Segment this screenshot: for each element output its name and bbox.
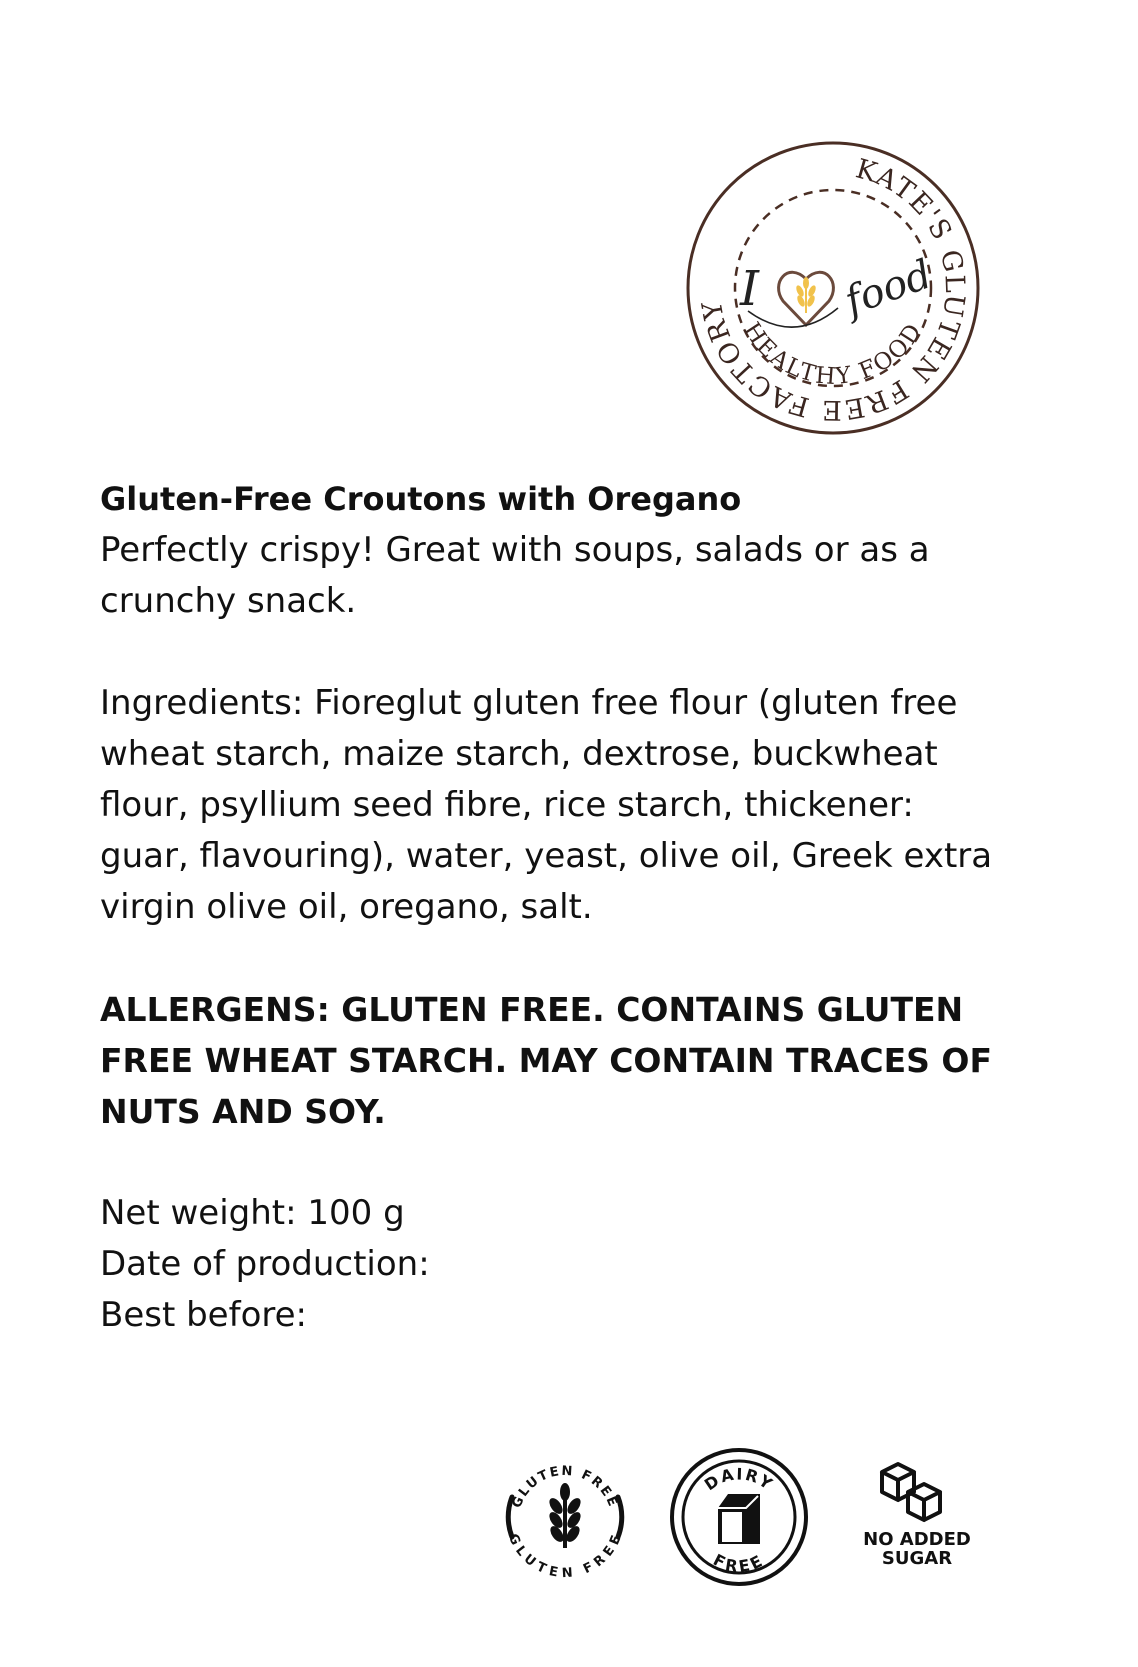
dairy-free-badge [668, 1446, 810, 1588]
gluten-free-top-text: GLUTEN FREE [509, 1463, 621, 1511]
ingredients-line: Ingredients: Fioreglut gluten free flour (gluten free [100, 683, 958, 723]
no-added-sugar-line2: SUGAR [881, 1548, 953, 1569]
seal-ring-text-top: KATE'S GLUTEN FREE FACTORY [696, 153, 971, 426]
seal-ring-text-bottom: HEALTHY FOOD [738, 317, 928, 391]
ingredients-line: guar, flavouring), water, yeast, olive oil, Greek extra [100, 836, 993, 876]
allergens-line: FREE WHEAT STARCH. MAY CONTAIN TRACES OF [100, 1041, 993, 1080]
description-line: crunchy snack. [100, 581, 357, 621]
ingredients-line: virgin olive oil, oregano, salt. [100, 887, 593, 927]
ingredients-block [100, 678, 1060, 933]
allergens-line: ALLERGENS: GLUTEN FREE. CONTAINS GLUTEN [100, 990, 964, 1029]
net-weight: Net weight: 100 g [100, 1193, 405, 1233]
product-description [100, 525, 1060, 627]
ingredients-line: wheat starch, maize starch, dextrose, buckwheat [100, 734, 938, 774]
gluten-free-badge [500, 1452, 630, 1582]
seal-word-food: food [838, 251, 938, 325]
milk-carton-icon [718, 1494, 760, 1544]
allergens-line: NUTS AND SOY. [100, 1092, 386, 1131]
production-date: Date of production: [100, 1244, 430, 1284]
wheat-icon [795, 277, 818, 313]
allergens-block [100, 984, 1060, 1137]
wheat-icon [547, 1483, 584, 1548]
dairy-bottom-text: FREE [710, 1550, 768, 1577]
seal-graphic [678, 133, 988, 443]
description-line: Perfectly crispy! Great with soups, salads or as a [100, 530, 930, 570]
best-before: Best before: [100, 1295, 307, 1335]
ingredients-line: flour, psyllium seed fibre, rice starch, thickener: [100, 785, 914, 825]
dairy-top-text: DAIRY [700, 1464, 778, 1495]
no-added-sugar-line1: NO ADDED [863, 1529, 971, 1550]
product-info-block [100, 1188, 1060, 1341]
no-added-sugar-badge [852, 1458, 982, 1578]
no-added-sugar-text [852, 1530, 982, 1568]
product-title: Gluten-Free Croutons with Oregano [100, 480, 742, 518]
brand-seal-logo [678, 133, 988, 443]
label-content [100, 474, 1060, 1341]
seal-letter-i: I [740, 261, 759, 317]
sugar-cubes-icon [882, 1464, 940, 1520]
gluten-free-bottom-text: GLUTEN FREE [504, 1531, 626, 1582]
